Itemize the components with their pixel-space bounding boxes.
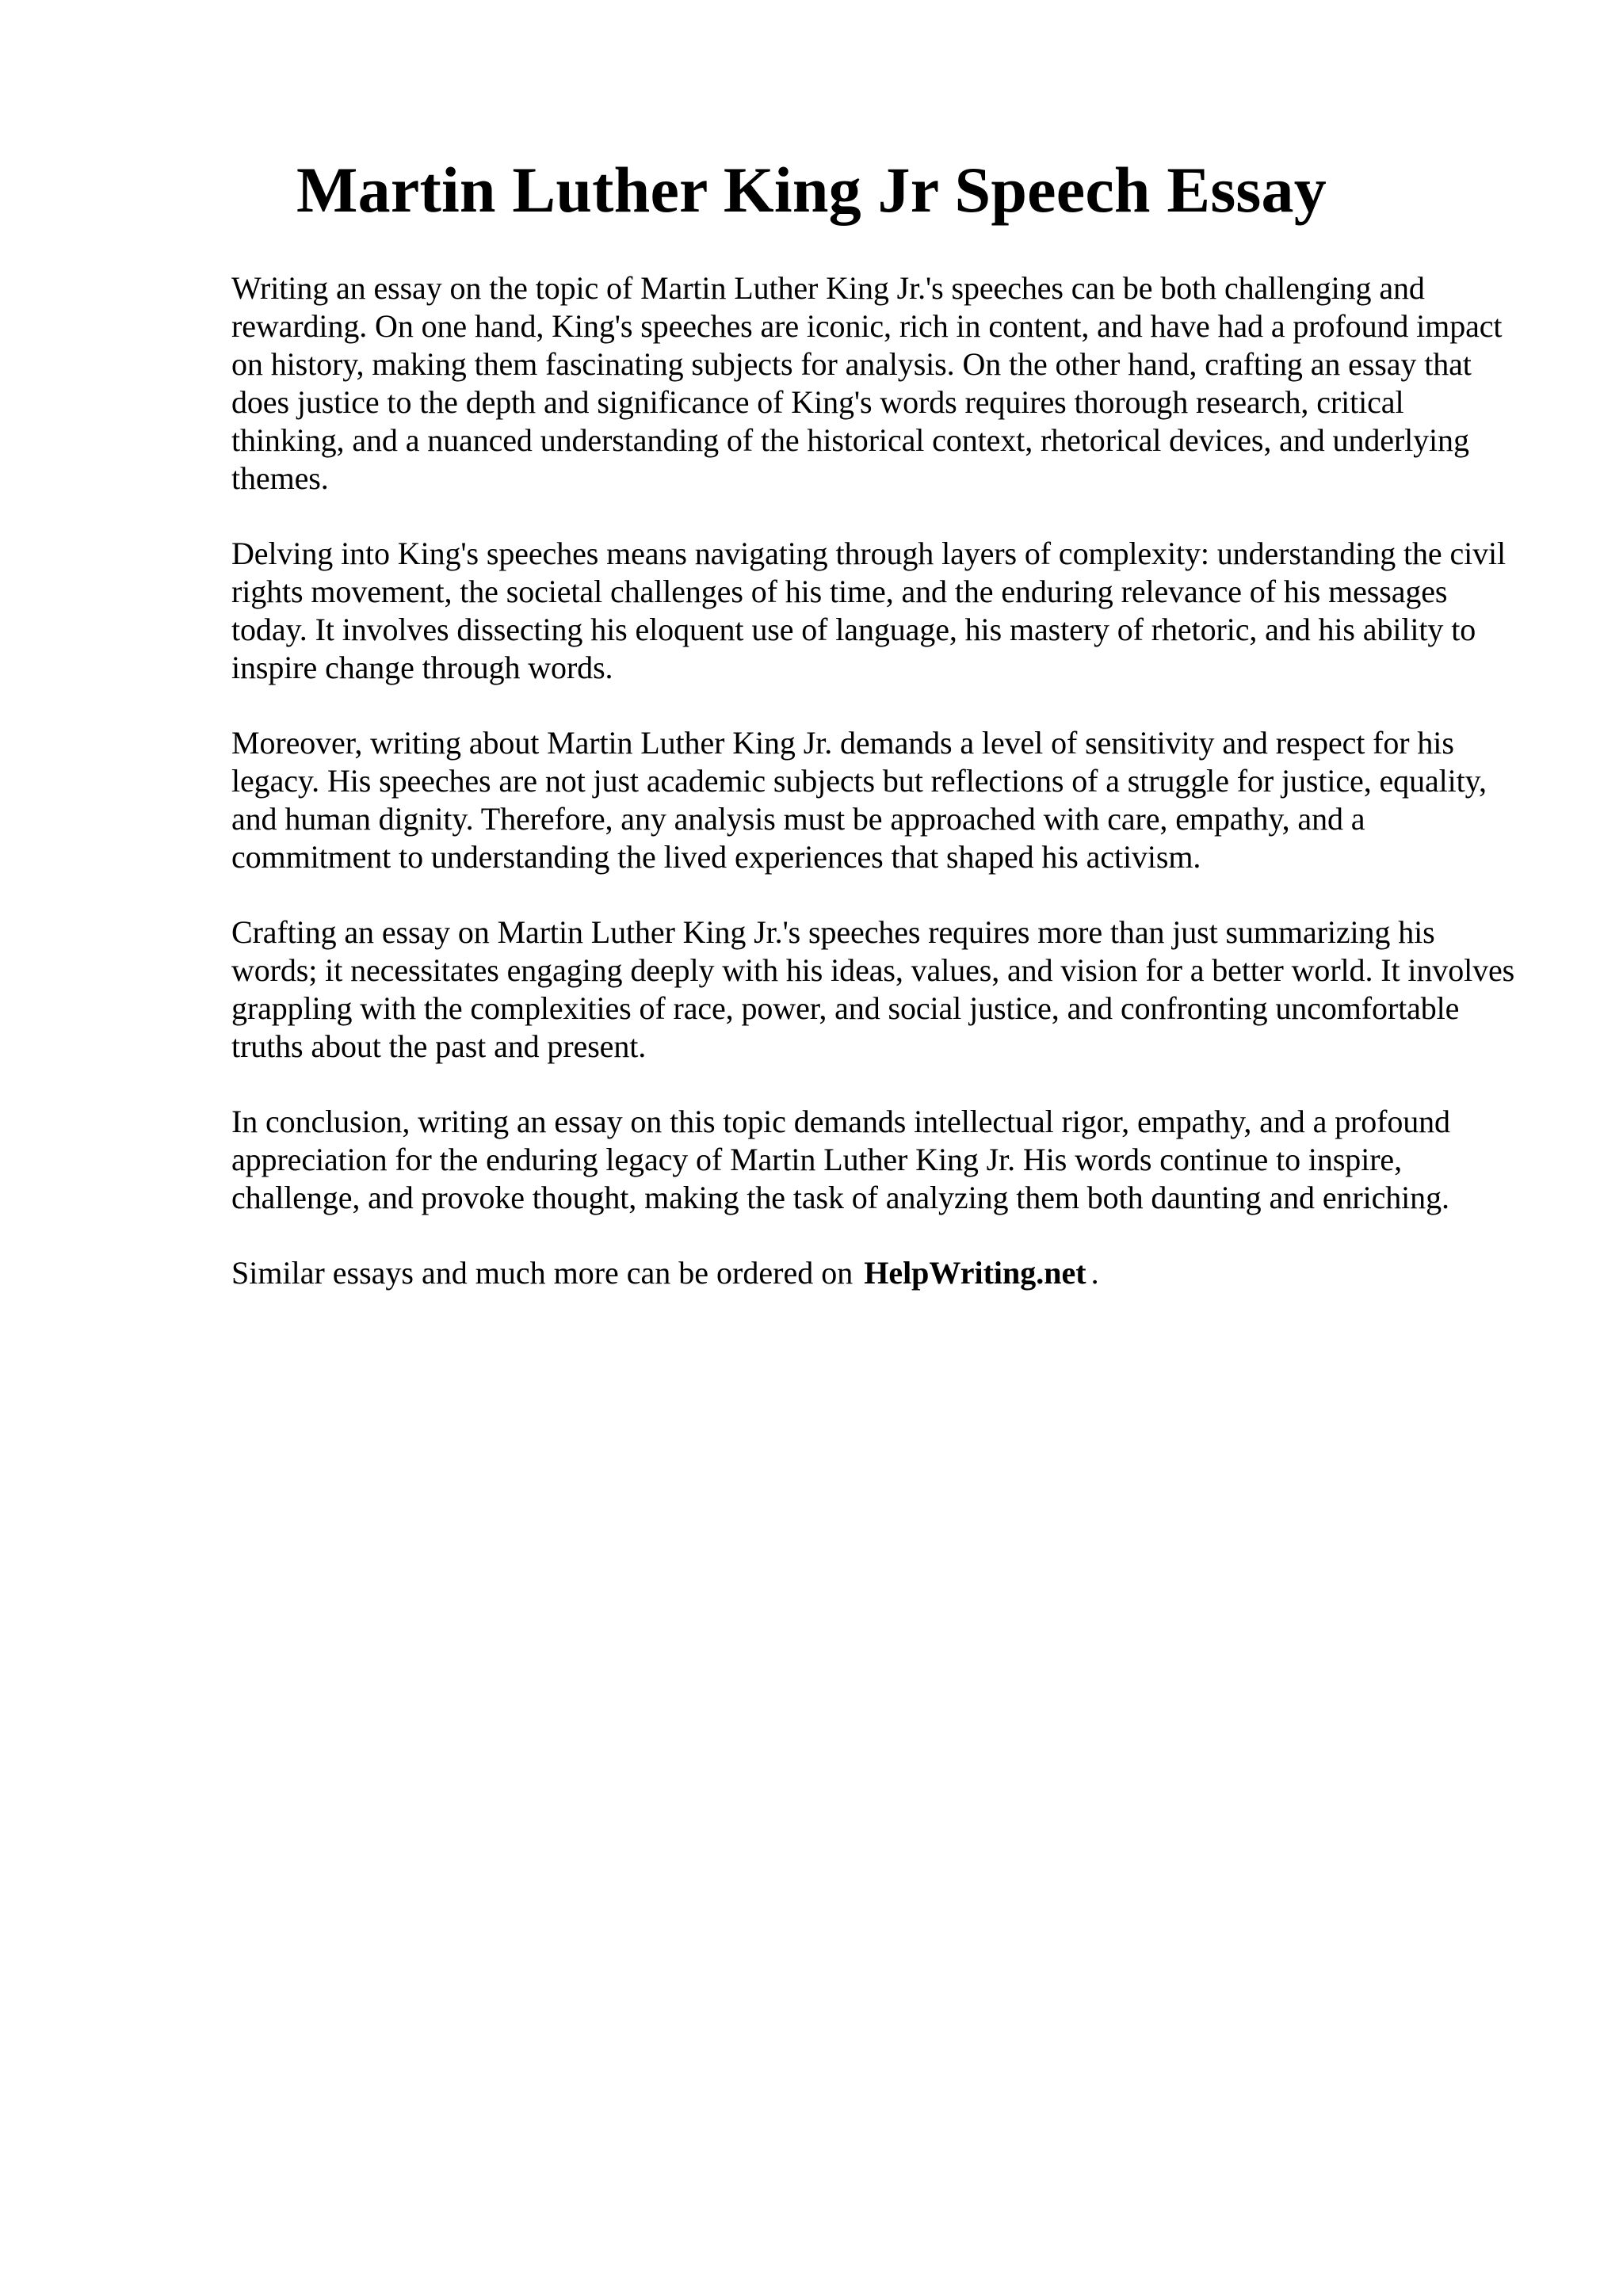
brand-link[interactable]: HelpWriting.net [864, 1255, 1086, 1291]
closing-text: Similar essays and much more can be ordered on [231, 1255, 854, 1291]
page-title: Martin Luther King Jr Speech Essay [296, 154, 1327, 226]
paragraph-4: Crafting an essay on Martin Luther King Jr.'s speeches requires more than just summarizing his words; it necessitates engaging deeply with his ideas, values, and vision for a better world. It involves grappling with the complexities of race, power, and social justice, and confronting uncomfortable truths about the past and present. [231, 914, 1515, 1064]
paragraph-5: In conclusion, writing an essay on this topic demands intellectual rigor, empathy, and a profound appreciation for the enduring legacy of Martin Luther King Jr. His words continue to inspire, challenge, and provoke thought, making the task of analyzing them both daunting and enriching. [231, 1104, 1450, 1215]
closing-line [231, 1254, 1523, 1292]
paragraph-1: Writing an essay on the topic of Martin Luther King Jr.'s speeches can be both challenging and rewarding. On one hand, King's speeches are iconic, rich in content, and have had a profound impact on history, making them fascinating subjects for analysis. On the other hand, crafting an essay that does justice to the depth and significance of King's words requires thorough research, critical thinking, and a nuanced understanding of the historical context, rhetorical devices, and underlying themes. [231, 270, 1503, 496]
paragraph-3: Moreover, writing about Martin Luther King Jr. demands a level of sensitivity and respect for his legacy. His speeches are not just academic subjects but reflections of a struggle for justice, equality, and human dignity. Therefore, any analysis must be approached with care, empathy, and a commitment to understanding the lived experiences that shaped his activism. [231, 725, 1487, 875]
closing-period: . [1090, 1255, 1099, 1291]
paragraph-2: Delving into King's speeches means navigating through layers of complexity: understanding the civil rights movement, the societal challenges of his time, and the enduring relevance of his messages today. It involves dissecting his eloquent use of language, his mastery of rhetoric, and his ability to inspire change through words. [231, 536, 1507, 685]
